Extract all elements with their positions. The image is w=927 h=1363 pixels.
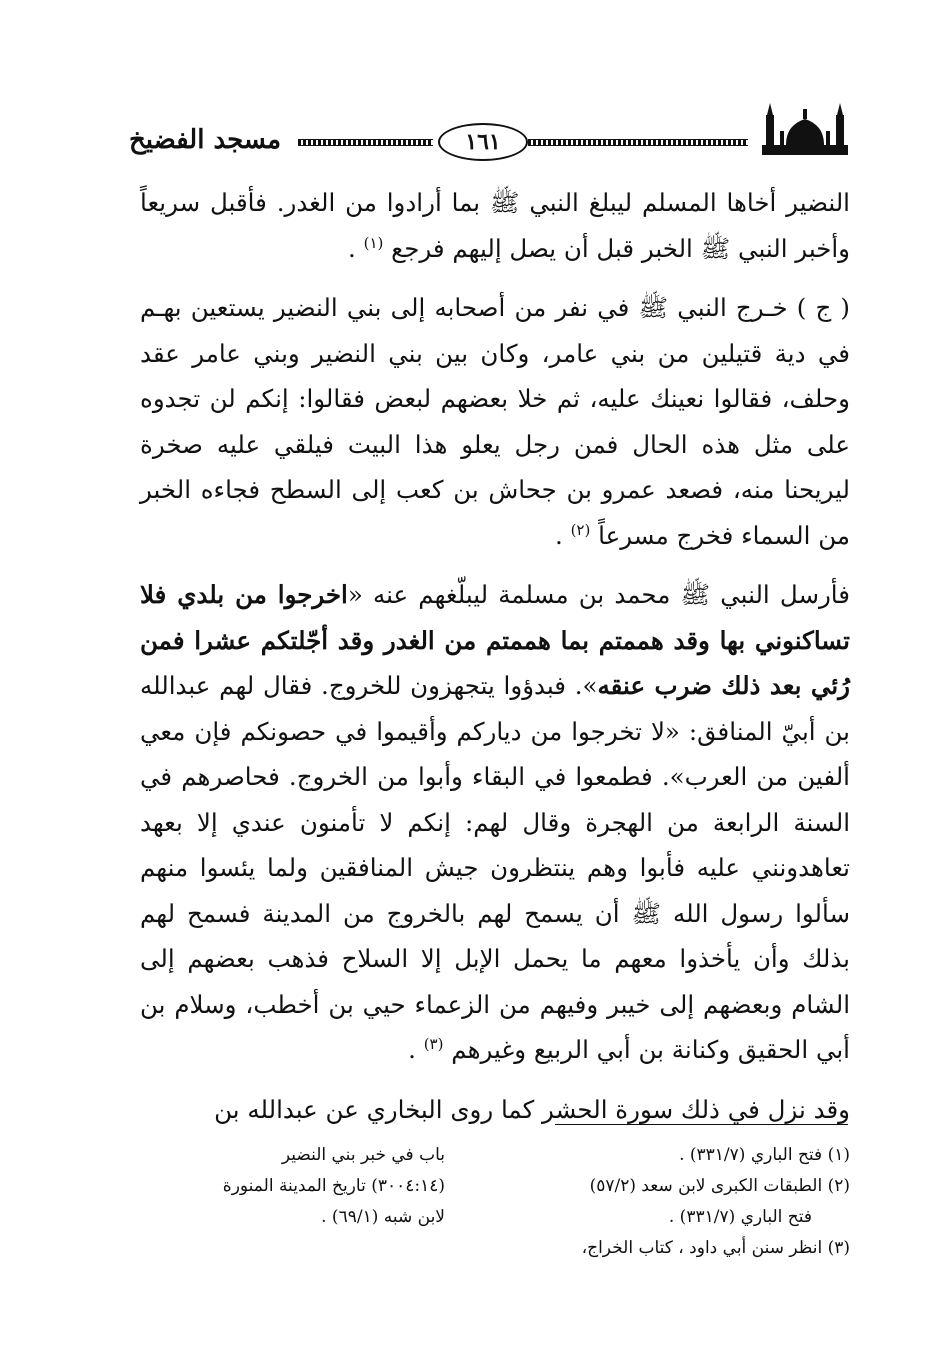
paragraph-3-intro: فأرسل النبي ﷺ محمد بن مسلمة ليبلّغهم عنه « (347, 580, 850, 609)
header-ornament-line-right (528, 139, 748, 146)
footnote-divider (555, 1124, 848, 1125)
footnote-2-continued: فتح الباري (٣٣١/٧) . (668, 1207, 812, 1227)
paragraph-1-end: . (348, 233, 356, 263)
footnote-ref-2: (٢) (570, 520, 591, 539)
page-header (120, 95, 850, 165)
running-title: مسجد الفضيخ (128, 125, 282, 155)
footnotes-column-right (470, 1140, 850, 1264)
footnotes-column-left (140, 1140, 445, 1233)
footnote-3-continued-1: باب في خبر بني النضير (281, 1145, 445, 1165)
footnote-2: (٢) الطبقات الكبرى لابن سعد (٥٧/٢) (589, 1176, 850, 1196)
paragraph-2-text: ( ج ) خـرج النبي ﷺ في نفر من أصحابه إلى بني النضير يستعين بهـم في دية قتيلين من بني عامر، وكان بين بني النضير وبني عامر عقد وحلف، فقالوا نعينك عليه، ثم خلا بعضهم لبعض فقالوا: إنكم لن تجدوه على مثل هذه الحال فمن رجل يعلو هذا البيت فيلقي عليه صخرة ليريحنا منه، فصعد عمرو بن جحاش بن كعب إلى السطح فجاءه الخبر من السماء فخرج مسرعاً (140, 293, 850, 550)
paragraph-2-end: . (554, 520, 563, 550)
footnote-ref-1: (١) (363, 233, 384, 252)
paragraph-3-rest: ». فبدؤوا يتجهزون للخروج. فقال لهم عبدالله بن أبيّ المنافق: «لا تخرجوا من دياركم وأقيموا في حصونكم فإن معي ألفين من العرب». فطمعوا في البقاء وأبوا من الخروج. فحاصرهم في السنة الرابعة من الهجرة وقال لهم: إنكم لا تأمنون عندي إلا بعهد تعاهدونني عليه فأبوا وهم ينتظرون جيش المنافقين ولما يئسوا منهم سألوا رسول الله ﷺ أن يسمح لهم بالخروج من المدينة فسمح لهم بذلك وأن يأخذوا معهم ما يحمل الإبل إلا السلاح فذهب بعضهم إلى الشام وبعضهم إلى خيبر وفيهم من الزعماء حيي بن أخطب، وسلام بن أبي الحقيق وكنانة بن أبي الربيع وغيرهم (140, 671, 850, 1064)
footnote-3-continued-3: لابن شبه (٦٩/١) . (321, 1207, 445, 1227)
paragraph-1-text: النضير أخاها المسلم ليبلغ النبي ﷺ بما أرادوا من الغدر. فأقبل سريعاً وأخبر النبي ﷺ الخبر قبل أن يصل إليهم فرجع (140, 188, 850, 263)
paragraph-3-end: . (408, 1035, 416, 1064)
footnote-1: (١) فتح الباري (٣٣١/٧) . (679, 1145, 850, 1165)
footnote-ref-3: (٣) (423, 1034, 444, 1053)
footnote-3: (٣) انظر سنن أبي داود ، كتاب الخراج، (581, 1238, 850, 1258)
header-ornament-line-left (298, 139, 433, 146)
footnote-3-continued-2: (٣٠٠٤:١٤) تاريخ المدينة المنورة (222, 1176, 445, 1196)
paragraph-3-quote: اخرجوا من بلدي فلا تساكنوني بها وقد هممتم بما هممتم من الغدر وقد أجّلتكم عشرا فمن رُئي بعد ذلك ضرب عنقه (140, 580, 850, 700)
paragraph-2 (140, 285, 850, 558)
mosque-ornament-icon (760, 101, 850, 159)
paragraph-3 (140, 572, 850, 1073)
main-text (140, 180, 850, 1132)
paragraph-4: وقد نزل في ذلك سورة الحشر كما روى البخاري عن عبدالله بن (214, 1094, 850, 1124)
paragraph-1 (140, 180, 850, 271)
page-number: ١٦١ (438, 123, 528, 161)
